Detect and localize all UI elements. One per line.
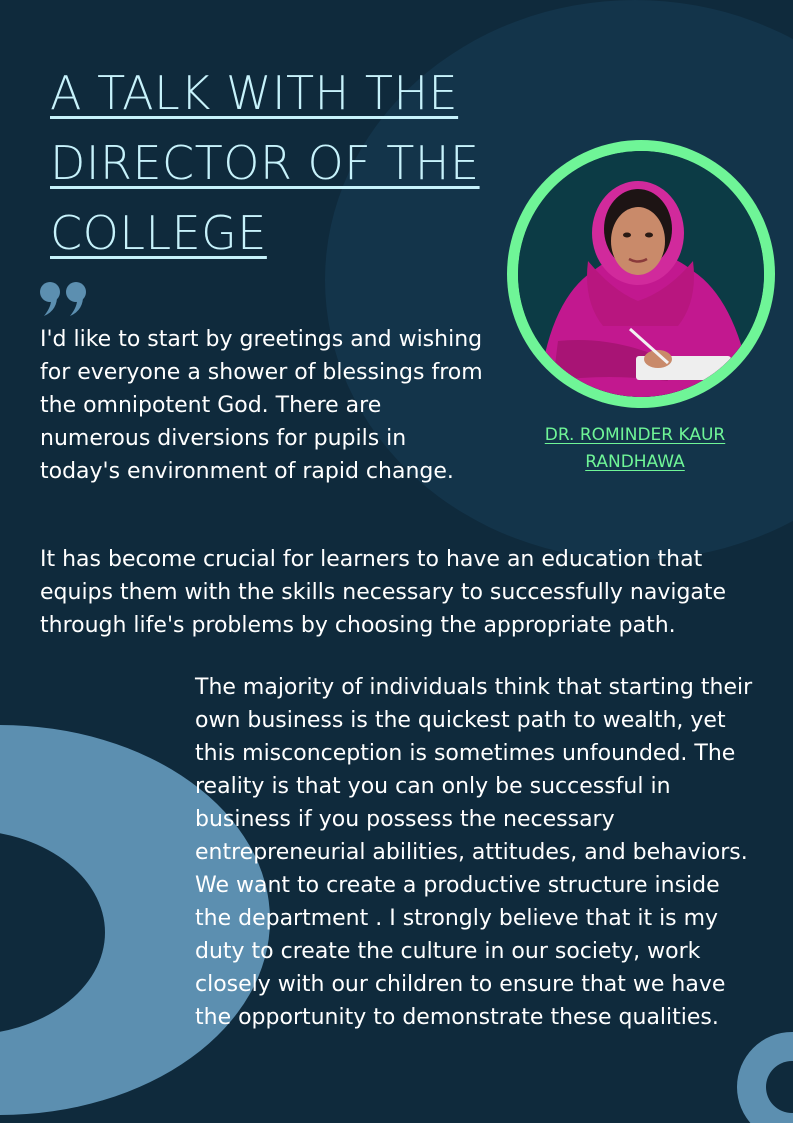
title-line: COLLEGE — [50, 206, 267, 260]
education-paragraph: It has become crucial for learners to have an education that equips them with the skills necessary to successfully navigate through life's problems by choosing the appropriate path. — [40, 547, 727, 638]
director-portrait — [518, 151, 764, 397]
caption-line: RANDHAWA — [585, 452, 685, 472]
caption-line: DR. ROMINDER KAUR — [544, 425, 726, 445]
title-line: DIRECTOR OF THE — [50, 136, 480, 190]
page-title — [50, 58, 540, 268]
double-quote-icon — [38, 262, 98, 322]
title-line: A TALK WITH THE — [50, 66, 459, 120]
intro-paragraph: I'd like to start by greetings and wishing for everyone a shower of blessings from the omnipotent God. There are numerous diversions for pupils in today's environment of rapid change. — [40, 327, 483, 484]
director-name-caption — [520, 422, 750, 476]
business-paragraph: The majority of individuals think that starting their own business is the quickest path to wealth, yet this misconception is sometimes unfounded. The reality is that you can only be successful in business if you possess the necessary entrepreneurial abilities, attitudes, and behaviors. We want to create a productive structure inside the department . I strongly believe that it is my duty to create the culture in our society, work closely with our children to ensure that we have the opportunity to demonstrate these qualities. — [195, 675, 753, 1030]
